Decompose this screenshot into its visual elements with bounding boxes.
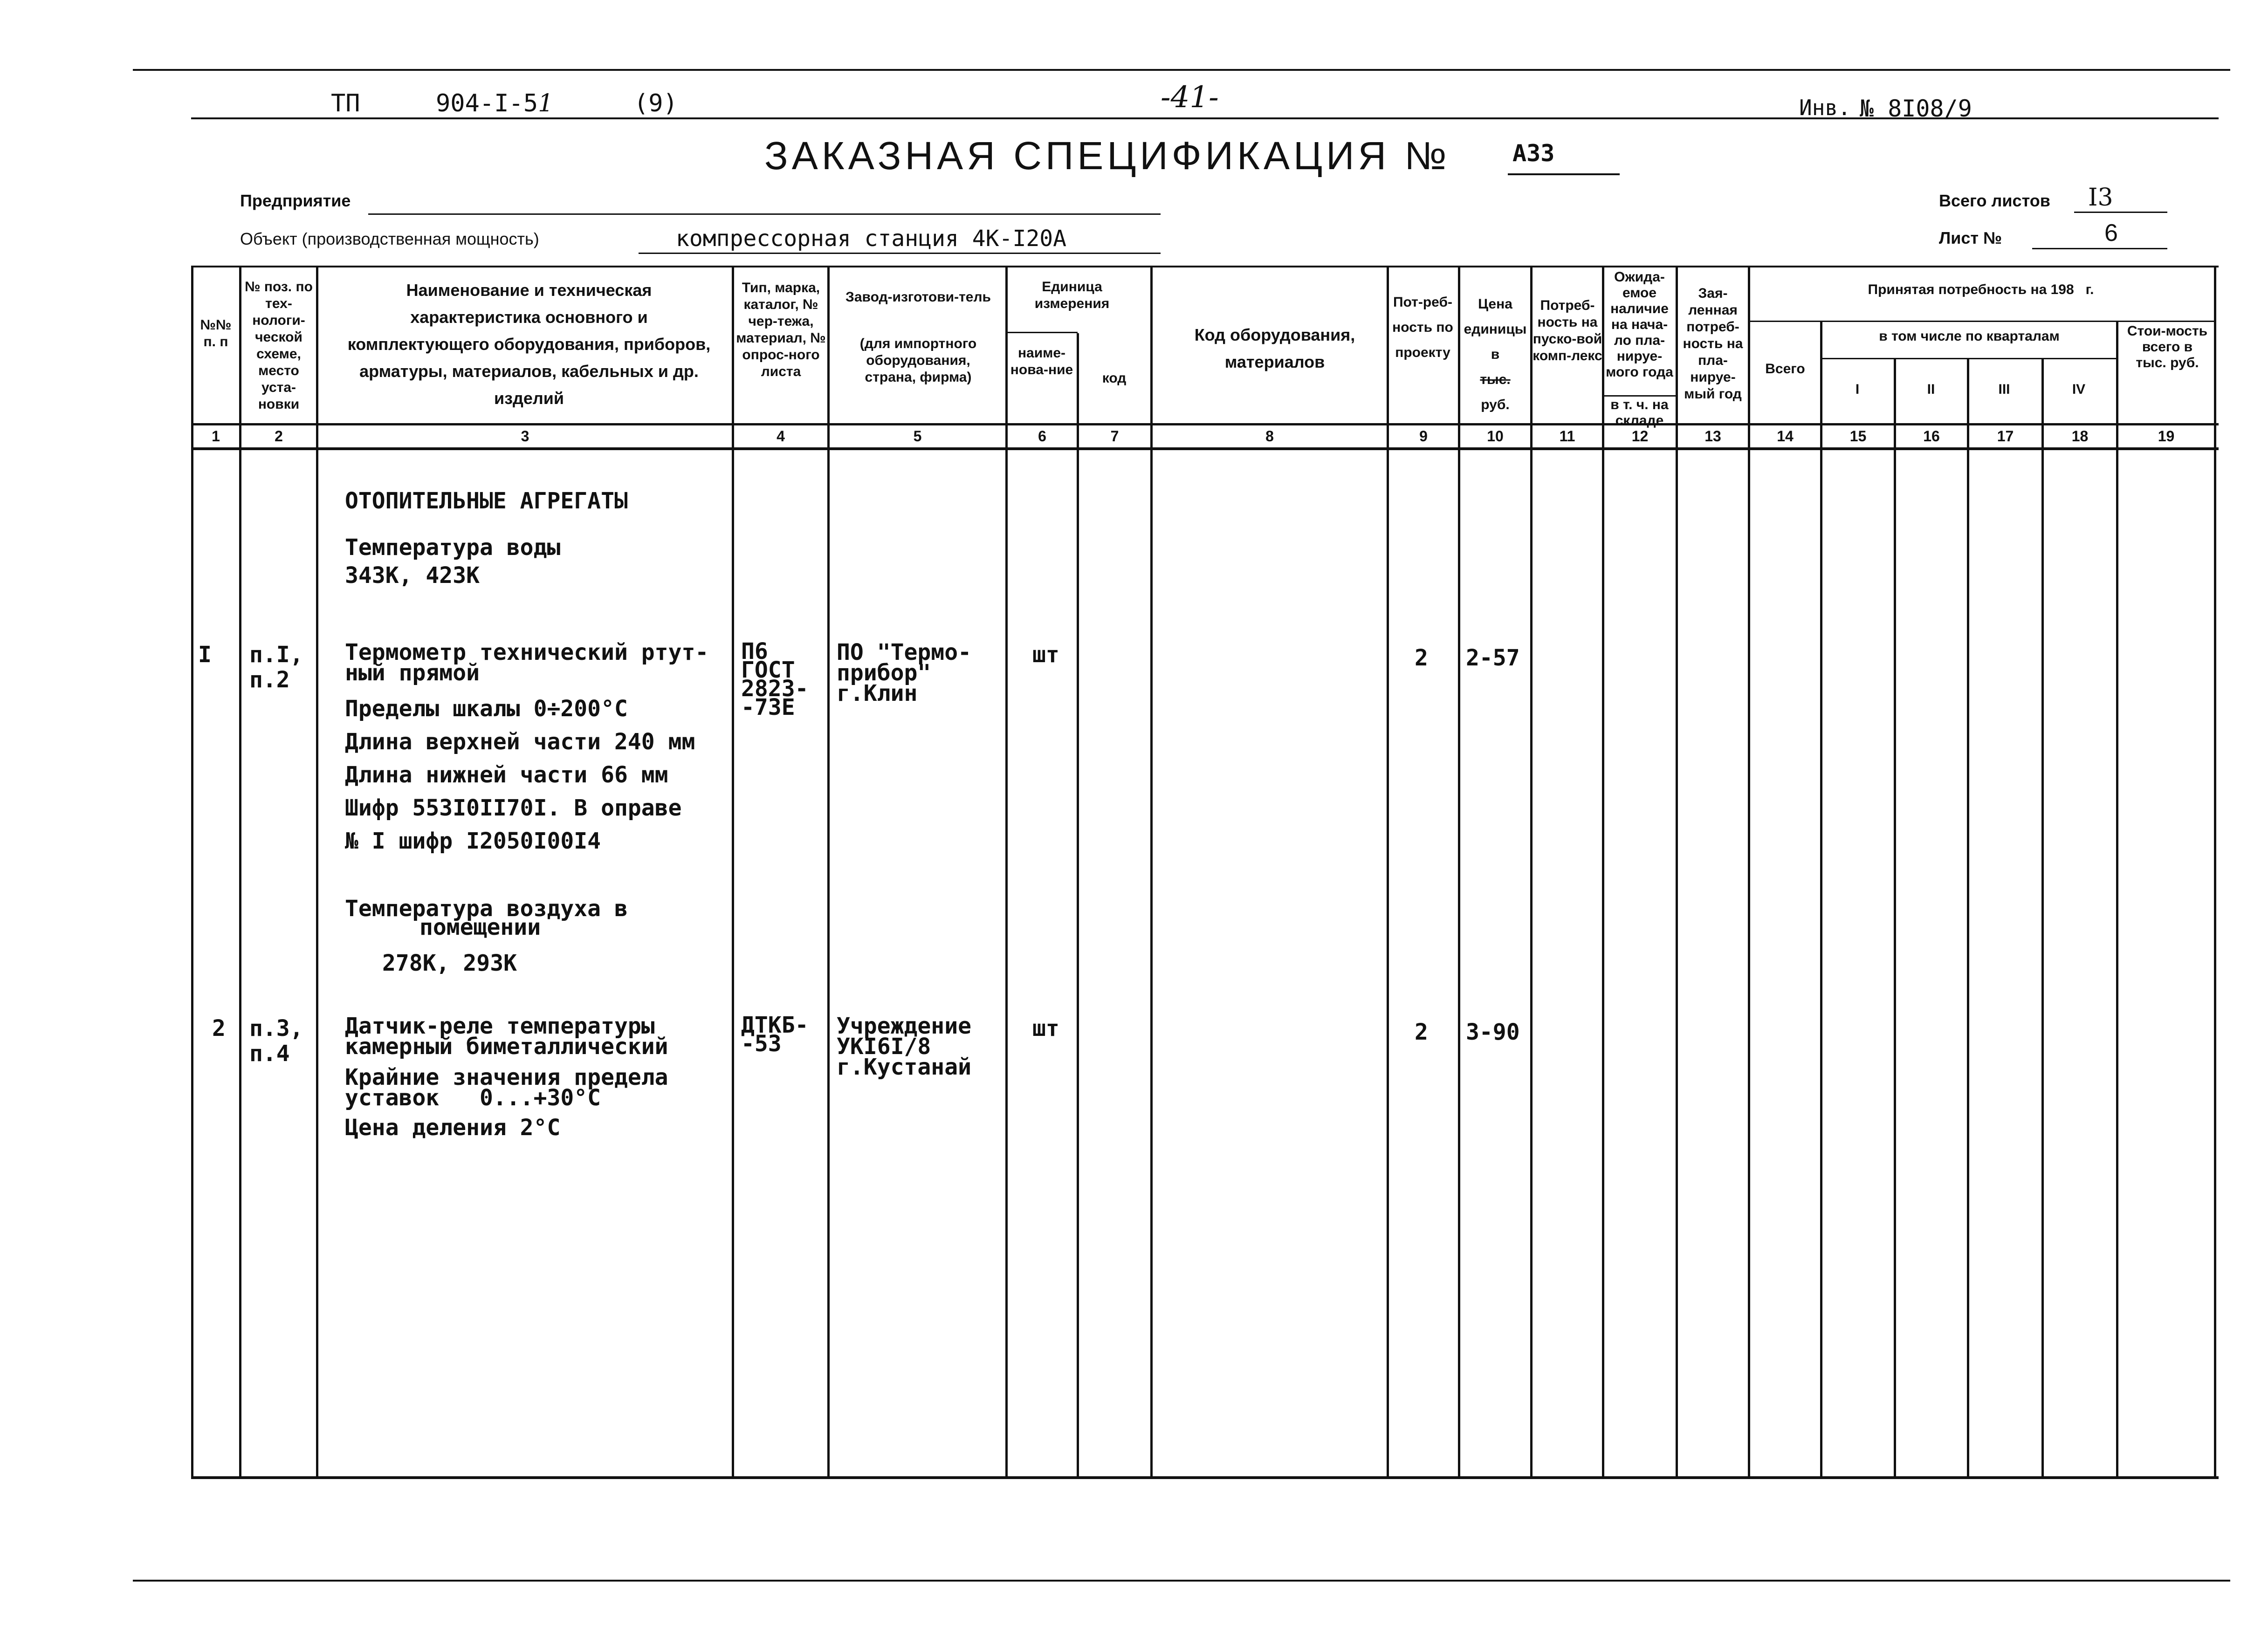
row-name [345,1013,668,1060]
tp-label: ТП [331,89,360,117]
object-line [639,253,1161,254]
spec-number-underline [1508,173,1620,175]
col-divider-6-7 [1077,333,1079,1477]
enterprise-line [368,213,1161,215]
col7-header: код [1102,370,1127,386]
col-divider-13-14 [1748,266,1750,1477]
page-title-text: ЗАКАЗНАЯ СПЕЦИФИКАЦИЯ № [764,134,1450,178]
unit-group-header: Единица измерения [1034,279,1110,311]
row-detail-line: Длина нижней части 66 мм [345,762,668,788]
row-price: 3-90 [1466,1019,1520,1045]
page-title [764,133,1450,178]
header-bottom-border [191,423,2219,425]
row-type-line: ГОСТ [741,657,795,683]
col6-header: наиме-нова-ние [1010,345,1073,377]
row-position [249,642,303,692]
air-temp-label-line: Температура воздуха в [345,896,628,922]
row-name-line: ный прямой [345,660,480,686]
c12-split-line [1602,395,1676,397]
page-number: -41- [1161,80,1219,115]
row-name-line: Датчик-реле температуры [345,1013,655,1039]
sheet-line [2032,248,2167,249]
col16-header: II [1927,382,1935,397]
col-divider-2-3 [316,266,318,1477]
colnum-5: 5 [913,428,922,445]
inv-number: № 8I08/9 [1860,95,1972,122]
project-code-printed: 904-I-5 [436,89,538,117]
quarters-group-header: в том числе по кварталам [1879,329,2060,344]
col3-header: Наименование и техническая характеристика основного и комплектующего оборудования, приборов, арматуры, материалов, кабельных и др. изделий [347,281,711,408]
row-maker-line: г.Клин [837,680,918,706]
row-details [345,692,695,858]
col-divider-16-17 [1967,359,1969,1477]
air-temp-label [345,896,628,940]
row-type-line: ДТКБ- [741,1012,809,1038]
spec-number: А33 [1512,140,1555,167]
colnum-7: 7 [1110,428,1119,445]
row-name [345,639,709,686]
water-temp-value: 343К, 423К [345,562,480,589]
row-type-line: -73Е [741,694,795,720]
air-temp-label-line: помещении [419,914,541,940]
row-qty: 2 [1415,1019,1428,1045]
col17-header: III [1998,382,2010,397]
col5-header-a: Завод-изготови-тель [845,289,991,305]
col12-header-top: Ожида-емое наличие на нача-ло пла-нируе-мого года [1606,269,1673,380]
table-bottom-border [191,1476,2219,1479]
row-type [741,638,809,720]
col-divider-7-8 [1150,266,1153,1477]
row-details [345,1064,668,1141]
col15-header: I [1855,382,1860,397]
col19-header: Стои-мость всего в тыс. руб. [2127,323,2208,370]
row-name-line: Термометр технический ртут- [345,639,709,665]
col-divider-5-6 [1005,266,1008,1477]
inv-label: Инв. [1799,95,1851,120]
col2-header: № поз. по тех-нологи-ческой схеме, место уста-новки [245,279,313,412]
col-divider-4-5 [827,266,830,1477]
col-divider-3-4 [732,266,734,1477]
row-maker [837,639,971,706]
row-position-line: п.I, [249,642,303,668]
col-divider-9-10 [1458,266,1460,1477]
accepted-group-line [1748,321,2214,322]
colnum-1: 1 [212,428,220,445]
row-position-line: п.2 [249,667,290,693]
col12-header-bottom: в т. ч. на складе [1610,397,1669,428]
row-detail-line: Пределы шкалы 0÷200°С [345,696,628,722]
colnum-10: 10 [1487,428,1504,445]
row-detail-line: Шифр 553I0II70I. В оправе [345,795,682,821]
top-rule [133,69,2230,71]
col-divider-17-18 [2041,359,2044,1477]
colnum-12: 12 [1631,428,1649,445]
colnum-17: 17 [1997,428,2014,445]
quarters-group-line [1820,358,2116,359]
colnum-11: 11 [1559,428,1575,445]
col-divider-10-11 [1530,266,1533,1477]
project-code-handwritten: 1 [538,89,554,117]
colnum-2: 2 [275,428,283,445]
unit-group-line [1005,332,1078,333]
colnum-9: 9 [1419,428,1428,445]
colnum-6: 6 [1038,428,1046,445]
colnum-16: 16 [1923,428,1940,445]
col13-header: Зая-ленная потреб-ность на пла-нируе-мый год [1683,286,1743,402]
col-divider-right [2214,266,2216,1477]
col5-header-b: (для импортного оборудования, страна, фирма) [859,336,977,385]
row-type-line: -53 [741,1031,782,1057]
col11-header: Потреб-ность на пуско-вой комп-лекс [1533,298,1602,363]
project-code [436,89,553,117]
col4-header: Тип, марка, каталог, № чер-тежа, материал, № опрос-ного листа [736,280,826,379]
row-maker-line: г.Кустанай [837,1054,971,1080]
row-maker [837,1013,971,1080]
object-value: компрессорная станция 4К-I20А [676,226,1067,252]
col8-header: Код оборудования, материалов [1194,325,1355,371]
col-divider-14-15 [1820,322,1822,1477]
row-detail-line: Цена деления 2°С [345,1115,561,1141]
row-detail-line: № I шифр I2050I00I4 [345,828,601,854]
col10-header [1460,292,1530,418]
air-temp-value: 278К, 293К [382,950,517,976]
total-sheets-line [2074,212,2167,213]
col1-header: №№ п. п [200,317,232,349]
row-detail-line: уставок 0...+30°С [345,1085,601,1111]
edition: (9) [634,89,678,117]
colnum-15: 15 [1849,428,1867,445]
col-divider-11-12 [1602,266,1604,1477]
row-qty: 2 [1415,645,1428,671]
col-divider-1-2 [239,266,241,1477]
row-position-line: п.3, [249,1015,303,1041]
row-unit: шт [1032,642,1059,668]
col-divider-15-16 [1894,359,1896,1477]
col10-header-top: Цена единицы в [1464,296,1527,362]
row-maker-line: ПО "Термо- [837,639,971,665]
water-temp-label: Температура воды [345,534,561,561]
row-type [741,1012,809,1057]
object-label: Объект (производственная мощность) [240,229,539,248]
bottom-rule [133,1580,2230,1582]
colnum-3: 3 [521,428,529,445]
colnum-4: 4 [777,428,785,445]
row-maker-line: Учреждение [837,1013,971,1039]
row-detail-line: Крайние значения предела [345,1064,668,1090]
row-type-line: 2823- [741,676,809,702]
row-type-line: П6 [741,638,768,665]
table-top-border [191,266,2219,267]
total-sheets-label: Всего листов [1939,191,2050,210]
row-detail-line: Длина верхней части 240 мм [345,729,695,755]
enterprise-label: Предприятие [240,191,351,210]
col-divider-8-9 [1387,266,1389,1477]
row-number: I [198,642,212,668]
colnum-14: 14 [1777,428,1794,445]
col10-header-struck: тыс. [1480,372,1511,387]
row-position-line: п.4 [249,1041,290,1067]
row-maker-line: УКI6I/8 [837,1034,931,1060]
section-title: ОТОПИТЕЛЬНЫЕ АГРЕГАТЫ [345,488,628,514]
col14-header: Всего [1765,361,1805,377]
colnum-19: 19 [2158,428,2175,445]
col-divider-12-13 [1676,266,1678,1477]
row-number: 2 [212,1015,226,1041]
colnum-8: 8 [1265,428,1274,445]
row-position [249,1016,303,1066]
col9-header: Пот-реб-ность по проекту [1392,295,1453,360]
sheet-label: Лист № [1939,228,2002,247]
col-divider-left [191,266,193,1477]
colnum-bottom-border [191,447,2219,450]
row-unit: шт [1032,1015,1059,1041]
colnum-13: 13 [1704,428,1721,445]
col-divider-18-19 [2116,322,2118,1477]
sheet-value: 6 [2104,219,2118,247]
col10-header-bottom: руб. [1481,397,1510,412]
colnum-18: 18 [2071,428,2089,445]
total-sheets-value: I3 [2088,184,2113,212]
col18-header: IV [2072,382,2086,397]
row-name-line: камерный биметаллический [345,1034,668,1060]
row-maker-line: прибор" [837,660,931,686]
accepted-group-header: Принятая потребность на 198 г. [1868,282,2094,297]
row-price: 2-57 [1466,645,1520,671]
